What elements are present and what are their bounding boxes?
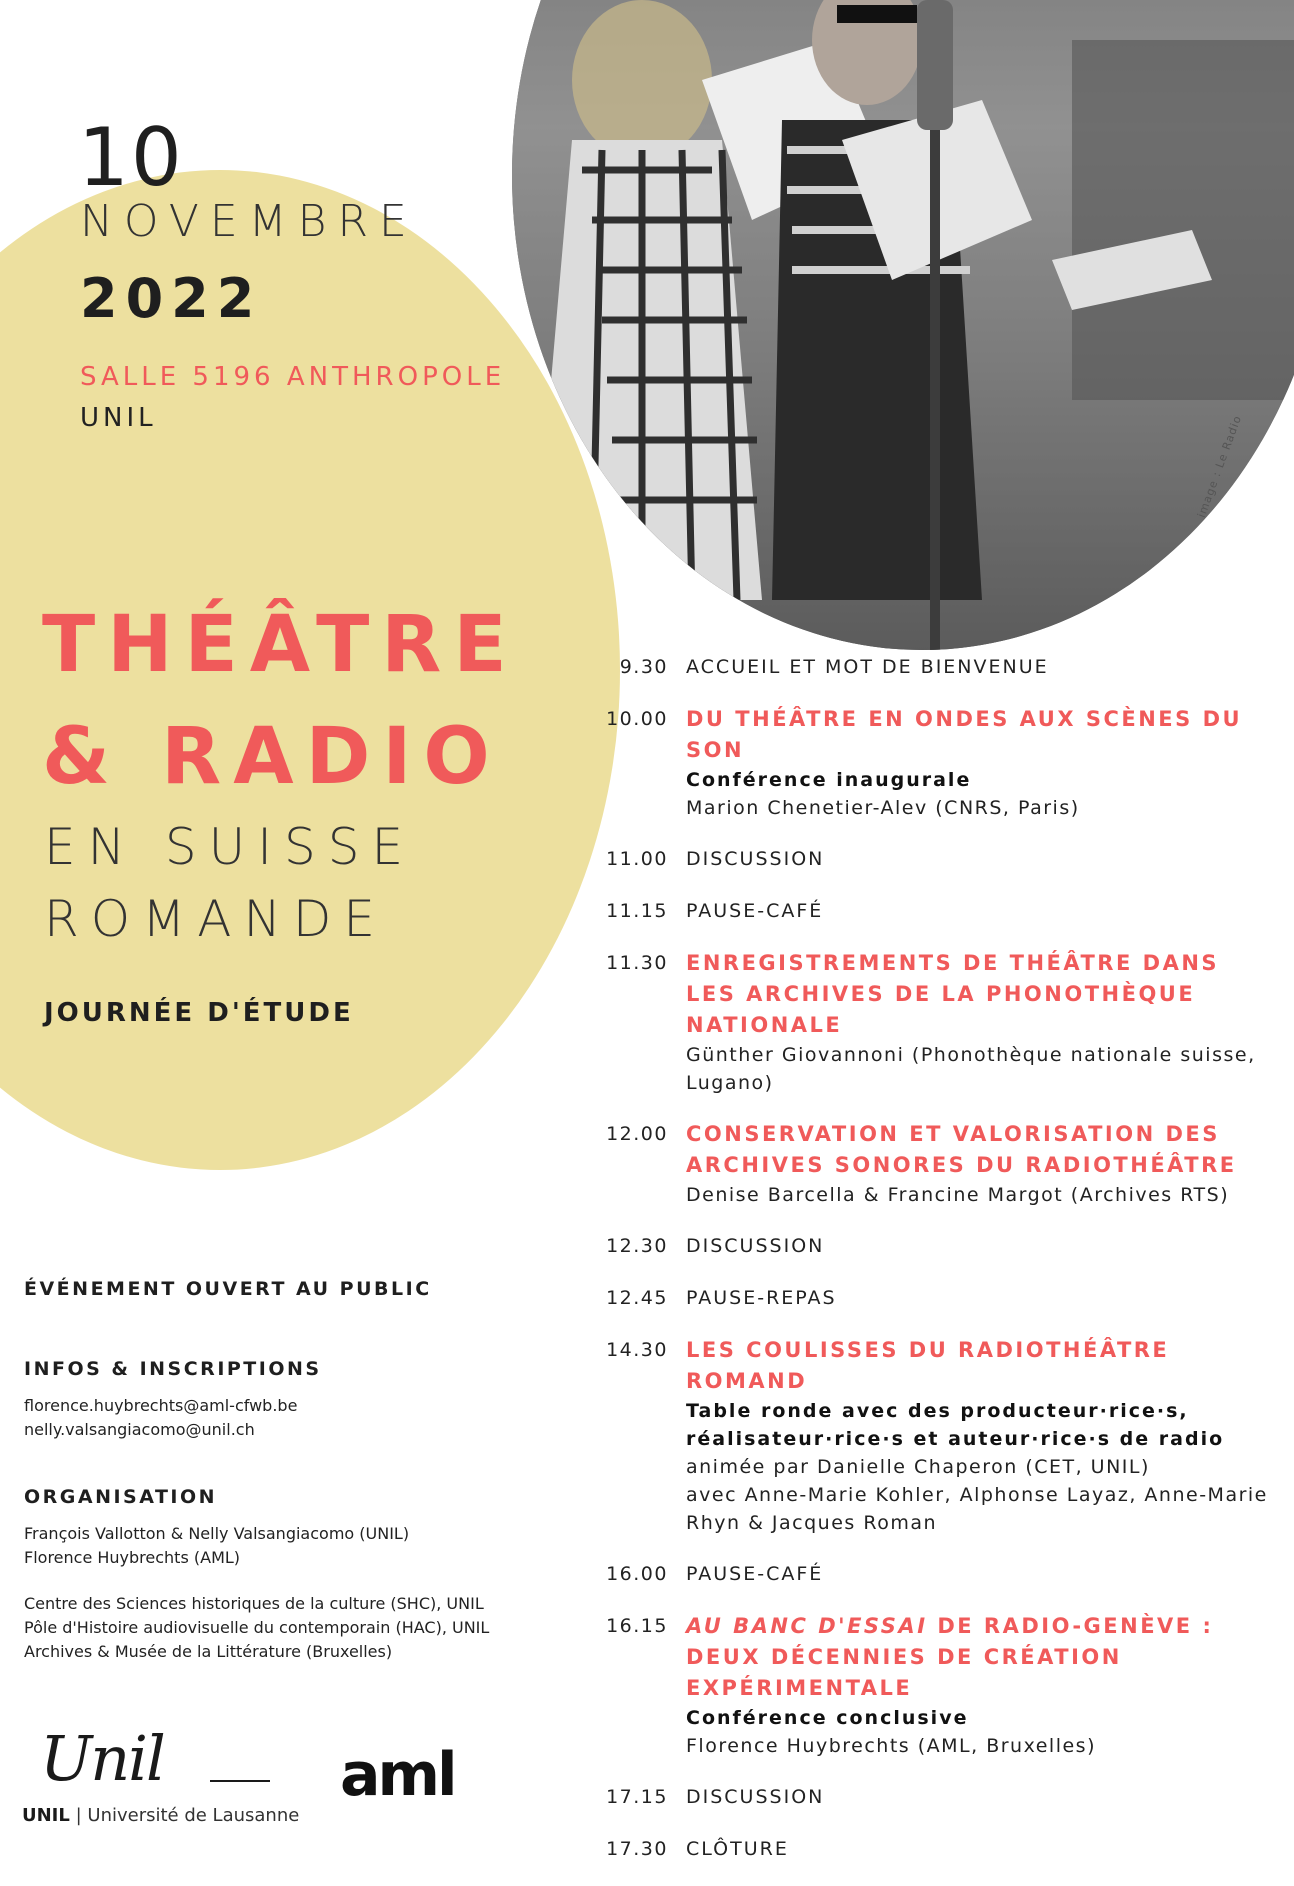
program-item	[590, 704, 1270, 822]
program-label: DISCUSSION	[686, 848, 825, 870]
unil-label	[22, 1805, 299, 1826]
talk-title	[686, 948, 1270, 1041]
partner-logos	[20, 1720, 520, 1830]
program-item	[590, 1834, 1270, 1864]
talk-title-text: CONSERVATION ET VALORISATION DES ARCHIVES SONORES DU RADIOTHÉÂTRE	[686, 1122, 1237, 1177]
talk-format: Table ronde avec des producteur·rice·s, réalisateur·rice·s et auteur·rice·s de radio	[686, 1400, 1225, 1450]
program-time: 11.00	[606, 848, 668, 870]
talk-title-text: ENREGISTREMENTS DE THÉÂTRE DANS LES ARCHIVES DE LA PHONOTHÈQUE NATIONALE	[686, 951, 1220, 1037]
program-time: 11.30	[606, 952, 668, 974]
talk-format: Conférence conclusive	[686, 1707, 969, 1729]
event-type: JOURNÉE D'ÉTUDE	[44, 998, 354, 1028]
talk-format: Conférence inaugurale	[686, 769, 972, 791]
talk-title-text: DE RADIO-GENÈVE : DEUX DÉCENNIES DE CRÉATION EXPÉRIMENTALE	[686, 1614, 1214, 1700]
program-time: 12.30	[606, 1235, 668, 1257]
program-content	[686, 844, 1270, 874]
program-label: DISCUSSION	[686, 1786, 825, 1808]
talk-title-text: DU THÉÂTRE EN ONDES AUX SCÈNES DU SON	[686, 707, 1243, 762]
program-content	[686, 1335, 1270, 1537]
program-content	[686, 652, 1270, 682]
program-time: 14.30	[606, 1339, 668, 1361]
program-content	[686, 704, 1270, 822]
talk-title-italic: AU BANC D'ESSAI	[686, 1614, 928, 1638]
program-item	[590, 1611, 1270, 1760]
program-item	[590, 1283, 1270, 1313]
unil-logo-underline	[210, 1780, 270, 1782]
program-item	[590, 948, 1270, 1097]
organisation-heading: ORGANISATION	[24, 1486, 218, 1508]
program-time: 11.15	[606, 900, 668, 922]
photo-figures	[512, 0, 1294, 650]
program-item	[590, 652, 1270, 682]
unil-abbr: UNIL	[22, 1805, 70, 1826]
title-line-1: THÉÂTRE	[42, 600, 519, 690]
program-content	[686, 1559, 1270, 1589]
program-time: 9.30	[619, 656, 668, 678]
unil-full-name: Université de Lausanne	[87, 1805, 300, 1826]
program-content	[686, 896, 1270, 926]
program-time: 17.15	[606, 1786, 668, 1808]
talk-speaker: Marion Chenetier-Alev (CNRS, Paris)	[686, 797, 1080, 819]
program-content	[686, 1283, 1270, 1313]
unil-separator: |	[75, 1805, 88, 1826]
program-time: 17.30	[606, 1838, 668, 1860]
program-label: PAUSE-REPAS	[686, 1287, 837, 1309]
program-content	[686, 1119, 1270, 1209]
program-content	[686, 1231, 1270, 1261]
program-item	[590, 1782, 1270, 1812]
talk-title	[686, 1611, 1270, 1704]
program-item	[590, 1335, 1270, 1537]
program-content	[686, 1834, 1270, 1864]
program-content	[686, 1611, 1270, 1760]
talk-speaker: Günther Giovannoni (Phonothèque nationale suisse, Lugano)	[686, 1044, 1256, 1094]
program-label: PAUSE-CAFÉ	[686, 900, 824, 922]
institution: Pôle d'Histoire audiovisuelle du contemporain (HAC), UNIL	[24, 1618, 490, 1637]
organiser: François Vallotton & Nelly Valsangiacomo (UNIL)	[24, 1524, 410, 1543]
unil-logo: Unil	[40, 1722, 164, 1795]
program-time: 16.15	[606, 1615, 668, 1637]
inscriptions-heading: INFOS & INSCRIPTIONS	[24, 1358, 322, 1380]
program-label: PAUSE-CAFÉ	[686, 1563, 824, 1585]
program-time: 12.00	[606, 1123, 668, 1145]
program-label: CLÔTURE	[686, 1838, 789, 1860]
program-item	[590, 1119, 1270, 1209]
institution: Archives & Musée de la Littérature (Bruxelles)	[24, 1642, 393, 1661]
program-time: 16.00	[606, 1563, 668, 1585]
event-info	[24, 1278, 544, 1664]
talk-title-text: LES COULISSES DU RADIOTHÉÂTRE ROMAND	[686, 1338, 1170, 1393]
radio-studio-photo	[512, 0, 1294, 650]
organiser: Florence Huybrechts (AML)	[24, 1548, 241, 1567]
event-year: 2022	[80, 267, 263, 330]
talk-speaker: avec Anne-Marie Kohler, Alphonse Layaz, Anne-Marie Rhyn & Jacques Roman	[686, 1484, 1268, 1534]
event-day: 10	[78, 111, 184, 204]
program-time: 12.45	[606, 1287, 668, 1309]
program-content	[686, 1782, 1270, 1812]
program-schedule	[590, 652, 1270, 1886]
program-item	[590, 896, 1270, 926]
contact-email[interactable]: florence.huybrechts@aml-cfwb.be	[24, 1396, 298, 1415]
venue-place: UNIL	[80, 403, 157, 433]
talk-speaker: Florence Huybrechts (AML, Bruxelles)	[686, 1735, 1096, 1757]
contact-email[interactable]: nelly.valsangiacomo@unil.ch	[24, 1420, 255, 1439]
program-item	[590, 1231, 1270, 1261]
public-notice: ÉVÉNEMENT OUVERT AU PUBLIC	[24, 1278, 432, 1300]
subtitle-line-1: EN SUISSE	[44, 818, 416, 876]
subtitle-line-2: ROMANDE	[44, 890, 387, 948]
talk-title	[686, 1119, 1270, 1181]
talk-title	[686, 1335, 1270, 1397]
program-content	[686, 948, 1270, 1097]
talk-speaker: Denise Barcella & Francine Margot (Archives RTS)	[686, 1184, 1230, 1206]
aml-logo: aml	[340, 1740, 455, 1810]
talk-speaker: animée par Danielle Chaperon (CET, UNIL)	[686, 1456, 1150, 1478]
event-month: NOVEMBRE	[80, 196, 418, 247]
photo-caption: image : Le Radio	[1195, 413, 1245, 520]
title-line-2: & RADIO	[42, 712, 502, 802]
talk-title	[686, 704, 1270, 766]
program-time: 10.00	[606, 708, 668, 730]
institution: Centre des Sciences historiques de la culture (SHC), UNIL	[24, 1594, 484, 1613]
venue-room: SALLE 5196 ANTHROPOLE	[80, 362, 506, 392]
program-label: DISCUSSION	[686, 1235, 825, 1257]
program-item	[590, 844, 1270, 874]
program-label: ACCUEIL ET MOT DE BIENVENUE	[686, 656, 1049, 678]
program-item	[590, 1559, 1270, 1589]
